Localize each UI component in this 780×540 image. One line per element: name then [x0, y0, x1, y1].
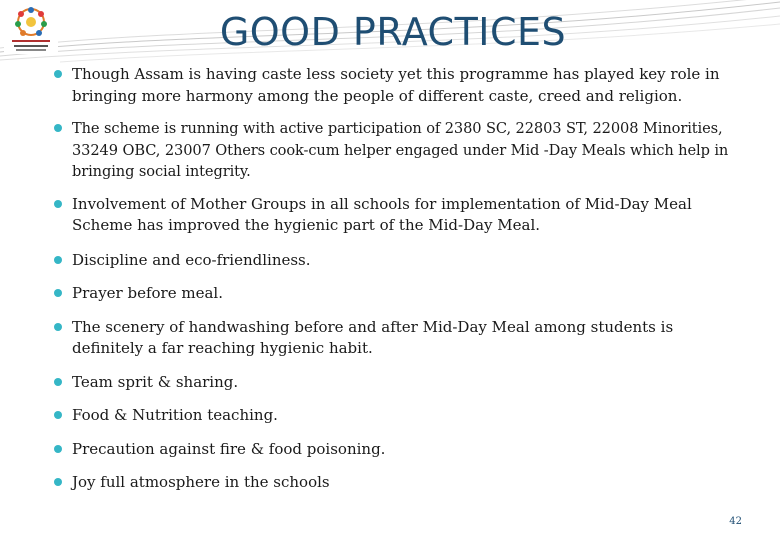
bullet-dot-icon — [54, 478, 62, 486]
bullet-dot-icon — [54, 445, 62, 453]
bullet-dot-icon — [54, 411, 62, 419]
page-number: 42 — [729, 516, 742, 527]
bullet-text: The scenery of handwashing before and after Mid-Day Meal among students is definitely a far reaching hygienic habit. — [72, 317, 674, 357]
bullet-dot-icon — [54, 200, 62, 208]
list-item — [50, 439, 740, 461]
bullet-text: The scheme is running with active participation of 2380 SC, 22803 ST, 22008 Minorities, 33249 OBC, 23007 Others cook-cum helper engaged under Mid -Day Meals which help in bringing social integrity. — [72, 120, 729, 180]
bullet-dot-icon — [54, 256, 62, 264]
list-item — [50, 372, 740, 394]
bullet-text: Joy full atmosphere in the schools — [72, 473, 330, 491]
bullet-dot-icon — [54, 289, 62, 297]
bullet-text: Precaution against fire & food poisoning. — [72, 439, 386, 458]
bullet-dot-icon — [54, 70, 62, 78]
slide-title: GOOD PRACTICES — [219, 10, 567, 54]
bullet-text: Though Assam is having caste less society yet this programme has played key role in bringing more harmony among the people of different caste, creed and religion. — [72, 65, 720, 105]
list-item — [50, 194, 740, 237]
bullet-dot-icon — [54, 378, 62, 386]
bullet-dot-icon — [54, 323, 62, 331]
list-item — [50, 64, 740, 107]
list-item — [50, 118, 740, 183]
bullet-text: Team sprit & sharing. — [72, 372, 239, 391]
bullet-text: Food & Nutrition teaching. — [72, 406, 278, 424]
list-item — [50, 250, 740, 272]
bullet-dot-icon — [54, 124, 62, 132]
list-item — [50, 283, 740, 305]
list-item — [50, 405, 740, 427]
bullet-text: Discipline and eco-friendliness. — [72, 250, 311, 269]
bullet-text: Prayer before meal. — [72, 284, 223, 302]
list-item — [50, 317, 740, 360]
bullet-list — [50, 64, 740, 494]
list-item — [50, 472, 740, 494]
bullet-text: Involvement of Mother Groups in all schools for implementation of Mid-Day Meal Scheme has improved the hygienic part of the Mid-Day Meal. — [72, 194, 692, 234]
